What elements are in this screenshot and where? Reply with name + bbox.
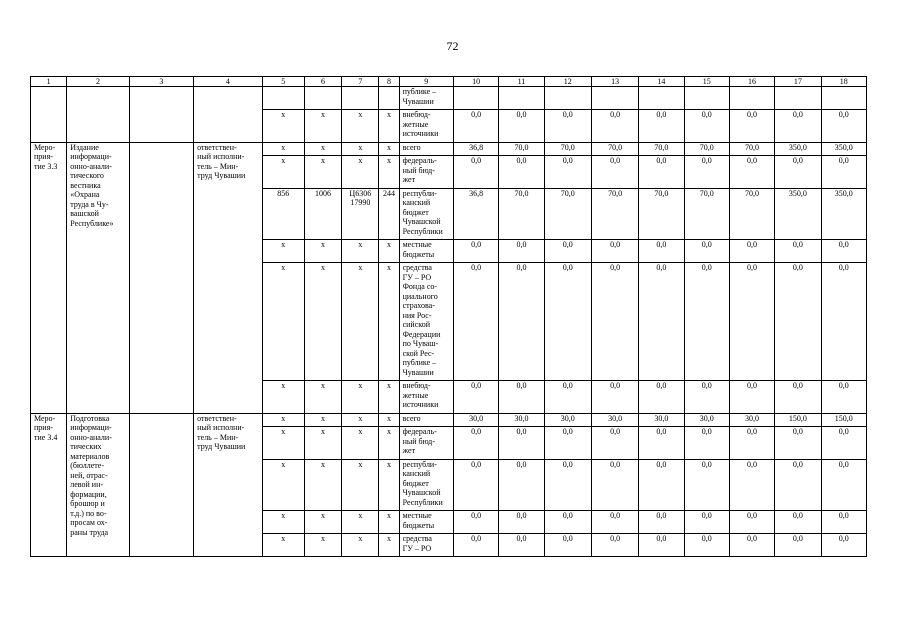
value-cell: 0,0	[544, 381, 591, 414]
value-cell: 0,0	[499, 459, 544, 511]
cell-line: средства	[402, 263, 432, 272]
value-cell: 0,0	[729, 459, 774, 511]
code-cell: x	[342, 427, 379, 460]
value-cell: 0,0	[684, 381, 729, 414]
cell-line: Чувашской	[402, 488, 441, 497]
cell-line: местные	[402, 511, 432, 520]
cell-line: жет	[402, 446, 416, 455]
value-cell: 0,0	[821, 459, 866, 511]
cell-line: бюджеты	[402, 520, 435, 530]
cell-line: информаци-	[70, 423, 112, 432]
cell-line: тель – Мин-	[197, 432, 239, 442]
code-cell: x	[262, 427, 304, 460]
value-cell: 0,0	[684, 240, 729, 263]
value-cell: 70,0	[639, 188, 684, 240]
value-cell: 0,0	[591, 263, 638, 381]
code-cell: x	[304, 110, 341, 143]
funding-source	[399, 87, 453, 110]
value-cell: 0,0	[639, 534, 684, 557]
page-number: 72	[446, 39, 459, 53]
value-cell: 0,0	[684, 534, 729, 557]
value-cell: 0,0	[821, 511, 866, 534]
table-row	[31, 413, 867, 427]
empty-cell	[129, 87, 193, 143]
cell-line: ный бюд-	[402, 436, 435, 446]
cell-line: тие 3.3	[34, 161, 58, 171]
value-cell: 350,0	[821, 142, 866, 156]
value-cell	[729, 87, 774, 110]
cell-line: ответствен-	[197, 142, 237, 152]
value-cell: 0,0	[499, 263, 544, 381]
value-cell: 0,0	[639, 240, 684, 263]
value-cell: 350,0	[821, 188, 866, 240]
cell-line: «Охрана	[70, 190, 100, 199]
funding-source	[399, 142, 453, 156]
column-header: 7	[342, 77, 379, 87]
cell-line: федераль-	[402, 156, 437, 165]
cell-line: ской Рес-	[402, 348, 435, 358]
cell-line: тель – Мин-	[197, 161, 239, 171]
cell-line: республи-	[402, 188, 437, 198]
column-header: 5	[262, 77, 304, 87]
code-cell: x	[379, 427, 399, 460]
cell-line: просам ох-	[70, 518, 108, 527]
empty-cell	[129, 142, 193, 413]
value-cell	[821, 87, 866, 110]
value-cell: 0,0	[821, 240, 866, 263]
value-cell: 0,0	[639, 511, 684, 534]
cell-line: канский	[402, 198, 431, 207]
code-cell: x	[304, 240, 341, 263]
value-cell: 0,0	[591, 459, 638, 511]
header-row	[31, 77, 867, 87]
funding-source	[399, 263, 453, 381]
code-cell: x	[304, 511, 341, 534]
funding-source	[399, 381, 453, 414]
value-cell: 0,0	[821, 263, 866, 381]
value-cell: 36,8	[453, 188, 498, 240]
value-cell: 0,0	[729, 427, 774, 460]
code-cell: x	[342, 381, 379, 414]
cell-line: жетные	[402, 390, 429, 400]
code-cell: x	[342, 459, 379, 511]
cell-line: Меро-	[34, 413, 56, 423]
value-cell: 70,0	[729, 188, 774, 240]
value-cell: 0,0	[499, 156, 544, 189]
code-cell: x	[379, 263, 399, 381]
value-cell	[591, 87, 638, 110]
value-cell: 70,0	[729, 142, 774, 156]
cell-line: онно-анали-	[70, 161, 112, 171]
empty-cell	[31, 87, 67, 143]
cell-line: Чувашии	[402, 367, 434, 377]
measure-title	[67, 142, 129, 413]
code-cell: 856	[262, 188, 304, 240]
value-cell: 70,0	[591, 188, 638, 240]
code-cell: x	[342, 263, 379, 381]
value-cell: 0,0	[544, 459, 591, 511]
value-cell: 150,0	[775, 413, 821, 427]
value-cell: 0,0	[821, 156, 866, 189]
table-row	[31, 87, 867, 110]
code-cell: x	[379, 511, 399, 534]
value-cell: 0,0	[775, 534, 821, 557]
code-cell: x	[342, 142, 379, 156]
value-cell: 0,0	[591, 381, 638, 414]
code-cell: x	[262, 511, 304, 534]
value-cell: 0,0	[544, 110, 591, 143]
value-cell: 0,0	[453, 459, 498, 511]
value-cell: 0,0	[821, 381, 866, 414]
value-cell: 0,0	[775, 240, 821, 263]
cell-line: циального	[402, 291, 438, 301]
code-cell: x	[379, 534, 399, 557]
value-cell: 30,0	[639, 413, 684, 427]
cell-line: публике –	[402, 358, 437, 367]
value-cell: 0,0	[684, 110, 729, 143]
code-cell	[262, 87, 304, 110]
cell-line: раны труда	[70, 527, 109, 537]
funding-source	[399, 459, 453, 511]
value-cell: 70,0	[684, 142, 729, 156]
value-cell: 0,0	[684, 459, 729, 511]
budget-table	[30, 76, 867, 557]
value-cell	[499, 87, 544, 110]
value-cell: 0,0	[544, 427, 591, 460]
value-cell: 0,0	[775, 110, 821, 143]
cell-line: Издание	[70, 142, 99, 152]
funding-source	[399, 427, 453, 460]
cell-line: ния Рос-	[402, 310, 432, 320]
value-cell: 0,0	[775, 381, 821, 414]
value-cell: 0,0	[499, 110, 544, 143]
value-cell: 0,0	[729, 263, 774, 381]
value-cell: 0,0	[591, 156, 638, 189]
cell-line: Чувашии	[402, 96, 434, 106]
code-cell: x	[262, 240, 304, 263]
value-cell: 30,0	[591, 413, 638, 427]
value-cell: 30,0	[453, 413, 498, 427]
code-cell: x	[262, 110, 304, 143]
cell-line: брошюр и	[70, 499, 105, 508]
cell-line: сийской	[402, 320, 431, 329]
cell-line: вашской	[70, 209, 99, 218]
value-cell: 0,0	[639, 156, 684, 189]
cell-line: Меро-	[34, 142, 56, 152]
value-cell: 0,0	[639, 110, 684, 143]
cell-line: Подготовка	[70, 413, 110, 423]
cell-line: вестника	[70, 180, 101, 190]
code-cell: Ц6306 17990	[342, 188, 379, 240]
value-cell: 0,0	[639, 263, 684, 381]
code-cell: x	[379, 381, 399, 414]
value-cell: 0,0	[544, 240, 591, 263]
code-cell	[342, 87, 379, 110]
column-header: 16	[729, 77, 774, 87]
cell-line: ней, отрас-	[70, 470, 108, 480]
value-cell: 0,0	[453, 381, 498, 414]
empty-cell	[194, 87, 262, 143]
code-cell: x	[379, 110, 399, 143]
value-cell: 0,0	[639, 427, 684, 460]
cell-line: прия-	[34, 152, 53, 161]
code-cell: x	[304, 427, 341, 460]
measure-id	[31, 142, 67, 413]
value-cell: 70,0	[544, 188, 591, 240]
code-cell: x	[262, 381, 304, 414]
value-cell: 0,0	[499, 381, 544, 414]
cell-line: внебюд-	[402, 110, 431, 119]
value-cell: 0,0	[591, 240, 638, 263]
column-header: 18	[821, 77, 866, 87]
code-cell: x	[262, 459, 304, 511]
responsible-executor	[194, 413, 262, 557]
value-cell: 0,0	[821, 427, 866, 460]
code-cell: x	[304, 459, 341, 511]
cell-line: канский	[402, 469, 431, 478]
code-cell: x	[379, 240, 399, 263]
cell-line: труда в Чу-	[70, 199, 109, 209]
value-cell: 0,0	[499, 427, 544, 460]
code-cell: 1006	[304, 188, 341, 240]
value-cell: 0,0	[453, 427, 498, 460]
code-cell: x	[304, 263, 341, 381]
value-cell: 0,0	[729, 156, 774, 189]
column-header: 2	[67, 77, 129, 87]
cell-line: публике –	[402, 87, 437, 96]
cell-line: местные	[402, 240, 432, 249]
responsible-executor	[194, 142, 262, 413]
value-cell: 0,0	[591, 427, 638, 460]
cell-line: ГУ – РО	[402, 543, 432, 553]
measure-title	[67, 413, 129, 557]
code-cell: x	[304, 156, 341, 189]
code-cell: x	[262, 263, 304, 381]
code-cell: x	[342, 413, 379, 427]
column-header: 15	[684, 77, 729, 87]
cell-line: Республики	[402, 497, 443, 507]
value-cell: 70,0	[591, 142, 638, 156]
column-header: 1	[31, 77, 67, 87]
cell-line: средства	[402, 534, 432, 543]
code-cell: x	[262, 156, 304, 189]
cell-line: источники	[402, 129, 439, 138]
value-cell: 0,0	[591, 511, 638, 534]
value-cell: 350,0	[775, 188, 821, 240]
funding-source	[399, 413, 453, 427]
funding-source	[399, 534, 453, 557]
column-header: 9	[399, 77, 453, 87]
value-cell: 36,8	[453, 142, 498, 156]
value-cell	[775, 87, 821, 110]
value-cell: 0,0	[453, 511, 498, 534]
value-cell: 0,0	[453, 534, 498, 557]
value-cell: 0,0	[775, 156, 821, 189]
column-header: 10	[453, 77, 498, 87]
cell-line: тических	[70, 442, 102, 451]
cell-line: Федерации	[402, 329, 441, 339]
value-cell: 0,0	[729, 240, 774, 263]
value-cell: 70,0	[544, 142, 591, 156]
cell-line: труд Чувашии	[197, 171, 246, 180]
funding-source	[399, 156, 453, 189]
value-cell: 0,0	[499, 534, 544, 557]
value-cell: 30,0	[544, 413, 591, 427]
value-cell: 0,0	[775, 511, 821, 534]
value-cell: 0,0	[775, 459, 821, 511]
funding-source	[399, 188, 453, 240]
column-header: 8	[379, 77, 399, 87]
cell-line: всего	[402, 142, 421, 152]
value-cell: 0,0	[684, 263, 729, 381]
code-cell: x	[342, 156, 379, 189]
value-cell: 0,0	[639, 459, 684, 511]
column-header: 17	[775, 77, 821, 87]
cell-line: труд Чувашии	[197, 442, 246, 451]
code-cell	[379, 87, 399, 110]
cell-line: источники	[402, 400, 439, 409]
code-cell: x	[379, 459, 399, 511]
value-cell: 0,0	[729, 511, 774, 534]
cell-line: Фонда со-	[402, 282, 438, 291]
cell-line: Республике»	[70, 218, 114, 228]
value-cell	[544, 87, 591, 110]
empty-cell	[67, 87, 129, 143]
value-cell: 30,0	[684, 413, 729, 427]
cell-line: бюджет	[402, 478, 429, 488]
value-cell: 0,0	[684, 511, 729, 534]
value-cell: 0,0	[821, 534, 866, 557]
cell-line: страхова-	[402, 301, 435, 310]
cell-line: жетные	[402, 119, 429, 129]
value-cell: 0,0	[684, 156, 729, 189]
code-cell: x	[304, 381, 341, 414]
cell-line: информаци-	[70, 152, 112, 161]
value-cell: 0,0	[453, 110, 498, 143]
value-cell: 70,0	[639, 142, 684, 156]
code-cell: x	[342, 511, 379, 534]
value-cell: 350,0	[775, 142, 821, 156]
code-cell: x	[304, 534, 341, 557]
column-header: 11	[499, 77, 544, 87]
value-cell	[684, 87, 729, 110]
code-cell: x	[304, 413, 341, 427]
cell-line: бюджет	[402, 207, 429, 217]
value-cell: 0,0	[544, 511, 591, 534]
code-cell	[304, 87, 341, 110]
value-cell: 70,0	[684, 188, 729, 240]
column-header: 4	[194, 77, 262, 87]
value-cell: 0,0	[544, 534, 591, 557]
cell-line: тического	[70, 171, 104, 180]
cell-line: федераль-	[402, 427, 437, 436]
measure-id	[31, 413, 67, 557]
code-cell: x	[379, 156, 399, 189]
code-cell: x	[262, 142, 304, 156]
value-cell: 0,0	[591, 534, 638, 557]
table-row	[31, 142, 867, 156]
code-cell: x	[342, 534, 379, 557]
cell-line: ответствен-	[197, 413, 237, 423]
value-cell: 0,0	[453, 156, 498, 189]
cell-line: ГУ – РО	[402, 272, 432, 282]
value-cell: 0,0	[729, 381, 774, 414]
cell-line: жет	[402, 175, 416, 184]
code-cell: x	[262, 534, 304, 557]
value-cell: 150,0	[821, 413, 866, 427]
cell-line: материалов	[70, 451, 110, 461]
cell-line: по Чуваш-	[402, 339, 439, 348]
value-cell: 0,0	[544, 263, 591, 381]
value-cell: 0,0	[684, 427, 729, 460]
empty-cell	[129, 413, 193, 557]
value-cell: 0,0	[544, 156, 591, 189]
column-header: 13	[591, 77, 638, 87]
value-cell: 0,0	[821, 110, 866, 143]
funding-source	[399, 240, 453, 263]
code-cell: 244	[379, 188, 399, 240]
cell-line: ный бюд-	[402, 165, 435, 175]
cell-line: (бюллете-	[70, 461, 105, 470]
cell-line: республи-	[402, 459, 437, 469]
cell-line: ный исполни-	[197, 152, 245, 161]
cell-line: онно-анали-	[70, 432, 112, 442]
cell-line: ный исполни-	[197, 423, 245, 432]
cell-line: Чувашской	[402, 217, 441, 226]
column-header: 6	[304, 77, 341, 87]
value-cell: 0,0	[639, 381, 684, 414]
cell-line: т.д.) по во-	[70, 508, 107, 518]
value-cell: 70,0	[499, 142, 544, 156]
cell-line: формации,	[70, 489, 107, 499]
value-cell: 0,0	[729, 110, 774, 143]
cell-line: тие 3.4	[34, 432, 58, 442]
value-cell	[639, 87, 684, 110]
value-cell: 0,0	[499, 511, 544, 534]
code-cell: x	[342, 110, 379, 143]
code-cell: x	[379, 142, 399, 156]
value-cell: 0,0	[591, 110, 638, 143]
cell-line: левой ин-	[70, 480, 104, 489]
value-cell: 0,0	[453, 263, 498, 381]
value-cell: 0,0	[499, 240, 544, 263]
funding-source	[399, 511, 453, 534]
value-cell: 30,0	[729, 413, 774, 427]
value-cell: 0,0	[729, 534, 774, 557]
value-cell: 0,0	[775, 263, 821, 381]
cell-line: прия-	[34, 423, 53, 432]
column-header: 12	[544, 77, 591, 87]
code-cell: x	[304, 142, 341, 156]
code-cell: x	[342, 240, 379, 263]
code-cell: x	[262, 413, 304, 427]
value-cell: 30,0	[499, 413, 544, 427]
column-header: 14	[639, 77, 684, 87]
cell-line: бюджеты	[402, 249, 435, 259]
value-cell: 0,0	[453, 240, 498, 263]
funding-source	[399, 110, 453, 143]
code-cell: x	[379, 413, 399, 427]
value-cell	[453, 87, 498, 110]
cell-line: всего	[402, 413, 421, 423]
cell-line: Республики	[402, 226, 443, 236]
cell-line: внебюд-	[402, 381, 431, 390]
column-header: 3	[129, 77, 193, 87]
value-cell: 70,0	[499, 188, 544, 240]
value-cell: 0,0	[775, 427, 821, 460]
